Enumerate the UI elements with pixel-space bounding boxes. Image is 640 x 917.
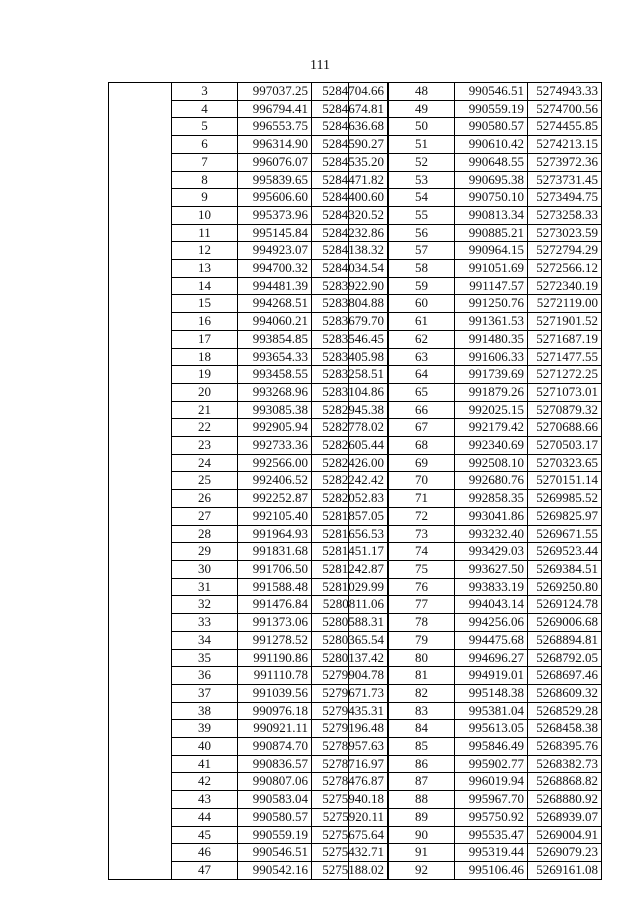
point-number-cell: 8 [172, 171, 238, 189]
y-coordinate-cell: 5268792.05 [528, 649, 602, 667]
point-number-cell: 28 [172, 525, 238, 543]
x-coordinate-cell: 990546.51 [238, 844, 312, 862]
x-coordinate-cell: 990648.55 [455, 153, 528, 171]
point-number-cell: 24 [172, 454, 238, 472]
x-coordinate-cell: 994043.14 [455, 596, 528, 614]
x-coordinate-cell: 990542.16 [238, 861, 312, 879]
y-coordinate-cell: 5283922.90 [312, 277, 388, 295]
point-number-cell: 53 [389, 171, 455, 189]
x-coordinate-cell: 991051.69 [455, 260, 528, 278]
x-coordinate-cell: 996794.41 [238, 100, 312, 118]
point-number-cell: 6 [172, 136, 238, 154]
x-coordinate-cell: 990976.18 [238, 702, 312, 720]
point-number-cell: 59 [389, 277, 455, 295]
y-coordinate-cell: 5272566.12 [528, 260, 602, 278]
page-number: 111 [310, 58, 330, 73]
x-coordinate-cell: 991278.52 [238, 631, 312, 649]
point-number-cell: 36 [172, 667, 238, 685]
x-coordinate-cell: 995319.44 [455, 844, 528, 862]
x-coordinate-cell: 991480.35 [455, 330, 528, 348]
point-number-cell: 58 [389, 260, 455, 278]
x-coordinate-cell: 992340.69 [455, 437, 528, 455]
x-coordinate-cell: 991039.56 [238, 684, 312, 702]
y-coordinate-cell: 5282605.44 [312, 437, 388, 455]
x-coordinate-cell: 992252.87 [238, 490, 312, 508]
x-coordinate-cell: 991110.78 [238, 667, 312, 685]
point-number-cell: 9 [172, 189, 238, 207]
x-coordinate-cell: 993085.38 [238, 401, 312, 419]
x-coordinate-cell: 992680.76 [455, 472, 528, 490]
y-coordinate-cell: 5271272.25 [528, 366, 602, 384]
point-number-cell: 67 [389, 419, 455, 437]
point-number-cell: 42 [172, 773, 238, 791]
point-number-cell: 22 [172, 419, 238, 437]
x-coordinate-cell: 995967.70 [455, 791, 528, 809]
x-coordinate-cell: 995902.77 [455, 755, 528, 773]
y-coordinate-cell: 5271477.55 [528, 348, 602, 366]
y-coordinate-cell: 5273731.45 [528, 171, 602, 189]
x-coordinate-cell: 995750.92 [455, 808, 528, 826]
x-coordinate-cell: 991831.68 [238, 543, 312, 561]
y-coordinate-cell: 5275675.64 [312, 826, 388, 844]
y-coordinate-cell: 5284590.27 [312, 136, 388, 154]
point-number-cell: 31 [172, 578, 238, 596]
x-coordinate-cell: 992508.10 [455, 454, 528, 472]
x-coordinate-cell: 997037.25 [238, 83, 312, 101]
y-coordinate-cell: 5268609.32 [528, 684, 602, 702]
point-number-cell: 91 [389, 844, 455, 862]
x-coordinate-cell: 993854.85 [238, 330, 312, 348]
y-coordinate-cell: 5273494.75 [528, 189, 602, 207]
point-number-cell: 34 [172, 631, 238, 649]
point-number-cell: 33 [172, 614, 238, 632]
y-coordinate-cell: 5274700.56 [528, 100, 602, 118]
x-coordinate-cell: 996076.07 [238, 153, 312, 171]
point-number-cell: 4 [172, 100, 238, 118]
y-coordinate-cell: 5269671.55 [528, 525, 602, 543]
x-coordinate-cell: 995846.49 [455, 738, 528, 756]
y-coordinate-cell: 5279904.78 [312, 667, 388, 685]
y-coordinate-cell: 5282778.02 [312, 419, 388, 437]
point-number-cell: 43 [172, 791, 238, 809]
point-number-cell: 72 [389, 507, 455, 525]
point-number-cell: 5 [172, 118, 238, 136]
x-coordinate-cell: 995839.65 [238, 171, 312, 189]
x-coordinate-cell: 990580.57 [238, 808, 312, 826]
y-coordinate-cell: 5280137.42 [312, 649, 388, 667]
y-coordinate-cell: 5284636.68 [312, 118, 388, 136]
x-coordinate-cell: 993429.03 [455, 543, 528, 561]
point-number-cell: 92 [389, 861, 455, 879]
x-coordinate-cell: 993833.19 [455, 578, 528, 596]
y-coordinate-cell: 5269006.68 [528, 614, 602, 632]
y-coordinate-cell: 5281451.17 [312, 543, 388, 561]
point-number-cell: 44 [172, 808, 238, 826]
x-coordinate-cell: 991250.76 [455, 295, 528, 313]
table-row [109, 83, 388, 101]
point-number-cell: 80 [389, 649, 455, 667]
y-coordinate-cell: 5269523.44 [528, 543, 602, 561]
y-coordinate-cell: 5268880.92 [528, 791, 602, 809]
point-number-cell: 7 [172, 153, 238, 171]
x-coordinate-cell: 995373.96 [238, 206, 312, 224]
x-coordinate-cell: 995535.47 [455, 826, 528, 844]
y-coordinate-cell: 5278957.63 [312, 738, 388, 756]
y-coordinate-cell: 5280365.54 [312, 631, 388, 649]
y-coordinate-cell: 5268529.28 [528, 702, 602, 720]
coordinates-table-left [108, 82, 388, 880]
y-coordinate-cell: 5284320.52 [312, 206, 388, 224]
y-coordinate-cell: 5269124.78 [528, 596, 602, 614]
x-coordinate-cell: 994256.06 [455, 614, 528, 632]
point-number-cell: 90 [389, 826, 455, 844]
x-coordinate-cell: 992406.52 [238, 472, 312, 490]
y-coordinate-cell: 5283258.51 [312, 366, 388, 384]
blank-column [109, 83, 172, 880]
point-number-cell: 17 [172, 330, 238, 348]
point-number-cell: 13 [172, 260, 238, 278]
point-number-cell: 47 [172, 861, 238, 879]
point-number-cell: 35 [172, 649, 238, 667]
x-coordinate-cell: 991190.86 [238, 649, 312, 667]
y-coordinate-cell: 5274213.15 [528, 136, 602, 154]
x-coordinate-cell: 991964.93 [238, 525, 312, 543]
point-number-cell: 84 [389, 720, 455, 738]
point-number-cell: 54 [389, 189, 455, 207]
point-number-cell: 63 [389, 348, 455, 366]
y-coordinate-cell: 5284535.20 [312, 153, 388, 171]
y-coordinate-cell: 5284704.66 [312, 83, 388, 101]
point-number-cell: 39 [172, 720, 238, 738]
point-number-cell: 14 [172, 277, 238, 295]
point-number-cell: 86 [389, 755, 455, 773]
x-coordinate-cell: 990610.42 [455, 136, 528, 154]
y-coordinate-cell: 5270323.65 [528, 454, 602, 472]
y-coordinate-cell: 5284674.81 [312, 100, 388, 118]
blank-column [349, 83, 389, 880]
point-number-cell: 74 [389, 543, 455, 561]
y-coordinate-cell: 5271073.01 [528, 383, 602, 401]
point-number-cell: 78 [389, 614, 455, 632]
y-coordinate-cell: 5270151.14 [528, 472, 602, 490]
x-coordinate-cell: 991361.53 [455, 313, 528, 331]
x-coordinate-cell: 991373.06 [238, 614, 312, 632]
y-coordinate-cell: 5281857.05 [312, 507, 388, 525]
y-coordinate-cell: 5273258.33 [528, 206, 602, 224]
point-number-cell: 32 [172, 596, 238, 614]
table-row [349, 83, 602, 101]
x-coordinate-cell: 992105.40 [238, 507, 312, 525]
point-number-cell: 30 [172, 560, 238, 578]
y-coordinate-cell: 5272794.29 [528, 242, 602, 260]
point-number-cell: 82 [389, 684, 455, 702]
y-coordinate-cell: 5281656.53 [312, 525, 388, 543]
y-coordinate-cell: 5275432.71 [312, 844, 388, 862]
y-coordinate-cell: 5274943.33 [528, 83, 602, 101]
y-coordinate-cell: 5273972.36 [528, 153, 602, 171]
y-coordinate-cell: 5271901.52 [528, 313, 602, 331]
point-number-cell: 21 [172, 401, 238, 419]
y-coordinate-cell: 5268894.81 [528, 631, 602, 649]
point-number-cell: 15 [172, 295, 238, 313]
point-number-cell: 52 [389, 153, 455, 171]
y-coordinate-cell: 5282945.38 [312, 401, 388, 419]
y-coordinate-cell: 5268458.38 [528, 720, 602, 738]
point-number-cell: 83 [389, 702, 455, 720]
x-coordinate-cell: 993458.55 [238, 366, 312, 384]
point-number-cell: 70 [389, 472, 455, 490]
point-number-cell: 89 [389, 808, 455, 826]
x-coordinate-cell: 990885.21 [455, 224, 528, 242]
y-coordinate-cell: 5282242.42 [312, 472, 388, 490]
point-number-cell: 3 [172, 83, 238, 101]
x-coordinate-cell: 992858.35 [455, 490, 528, 508]
point-number-cell: 41 [172, 755, 238, 773]
x-coordinate-cell: 990836.57 [238, 755, 312, 773]
point-number-cell: 76 [389, 578, 455, 596]
point-number-cell: 68 [389, 437, 455, 455]
x-coordinate-cell: 991739.69 [455, 366, 528, 384]
x-coordinate-cell: 990580.57 [455, 118, 528, 136]
x-coordinate-cell: 993268.96 [238, 383, 312, 401]
x-coordinate-cell: 996019.94 [455, 773, 528, 791]
coordinates-table-right [348, 82, 602, 880]
x-coordinate-cell: 990750.10 [455, 189, 528, 207]
point-number-cell: 25 [172, 472, 238, 490]
point-number-cell: 56 [389, 224, 455, 242]
x-coordinate-cell: 994475.68 [455, 631, 528, 649]
x-coordinate-cell: 990559.19 [238, 826, 312, 844]
x-coordinate-cell: 991879.26 [455, 383, 528, 401]
point-number-cell: 73 [389, 525, 455, 543]
x-coordinate-cell: 990813.34 [455, 206, 528, 224]
y-coordinate-cell: 5283405.98 [312, 348, 388, 366]
y-coordinate-cell: 5279671.73 [312, 684, 388, 702]
y-coordinate-cell: 5284232.86 [312, 224, 388, 242]
x-coordinate-cell: 995606.60 [238, 189, 312, 207]
x-coordinate-cell: 992905.94 [238, 419, 312, 437]
point-number-cell: 40 [172, 738, 238, 756]
y-coordinate-cell: 5284471.82 [312, 171, 388, 189]
y-coordinate-cell: 5283804.88 [312, 295, 388, 313]
y-coordinate-cell: 5284400.60 [312, 189, 388, 207]
y-coordinate-cell: 5279435.31 [312, 702, 388, 720]
y-coordinate-cell: 5270503.17 [528, 437, 602, 455]
point-number-cell: 61 [389, 313, 455, 331]
y-coordinate-cell: 5280588.31 [312, 614, 388, 632]
y-coordinate-cell: 5283546.45 [312, 330, 388, 348]
x-coordinate-cell: 994268.51 [238, 295, 312, 313]
x-coordinate-cell: 994923.07 [238, 242, 312, 260]
point-number-cell: 19 [172, 366, 238, 384]
x-coordinate-cell: 993041.86 [455, 507, 528, 525]
point-number-cell: 11 [172, 224, 238, 242]
y-coordinate-cell: 5275188.02 [312, 861, 388, 879]
x-coordinate-cell: 990695.38 [455, 171, 528, 189]
x-coordinate-cell: 995106.46 [455, 861, 528, 879]
y-coordinate-cell: 5270688.66 [528, 419, 602, 437]
y-coordinate-cell: 5268382.73 [528, 755, 602, 773]
y-coordinate-cell: 5268939.07 [528, 808, 602, 826]
y-coordinate-cell: 5284138.32 [312, 242, 388, 260]
y-coordinate-cell: 5281242.87 [312, 560, 388, 578]
x-coordinate-cell: 990921.11 [238, 720, 312, 738]
x-coordinate-cell: 990964.15 [455, 242, 528, 260]
x-coordinate-cell: 994919.01 [455, 667, 528, 685]
point-number-cell: 87 [389, 773, 455, 791]
y-coordinate-cell: 5270879.32 [528, 401, 602, 419]
x-coordinate-cell: 995381.04 [455, 702, 528, 720]
x-coordinate-cell: 996553.75 [238, 118, 312, 136]
point-number-cell: 12 [172, 242, 238, 260]
x-coordinate-cell: 993654.33 [238, 348, 312, 366]
x-coordinate-cell: 990546.51 [455, 83, 528, 101]
y-coordinate-cell: 5282052.83 [312, 490, 388, 508]
point-number-cell: 29 [172, 543, 238, 561]
x-coordinate-cell: 993627.50 [455, 560, 528, 578]
point-number-cell: 27 [172, 507, 238, 525]
point-number-cell: 57 [389, 242, 455, 260]
point-number-cell: 69 [389, 454, 455, 472]
y-coordinate-cell: 5281029.99 [312, 578, 388, 596]
point-number-cell: 16 [172, 313, 238, 331]
x-coordinate-cell: 993232.40 [455, 525, 528, 543]
y-coordinate-cell: 5275940.18 [312, 791, 388, 809]
x-coordinate-cell: 990807.06 [238, 773, 312, 791]
y-coordinate-cell: 5269004.91 [528, 826, 602, 844]
point-number-cell: 38 [172, 702, 238, 720]
x-coordinate-cell: 990559.19 [455, 100, 528, 118]
point-number-cell: 75 [389, 560, 455, 578]
y-coordinate-cell: 5269250.80 [528, 578, 602, 596]
y-coordinate-cell: 5273023.59 [528, 224, 602, 242]
point-number-cell: 55 [389, 206, 455, 224]
y-coordinate-cell: 5268697.46 [528, 667, 602, 685]
y-coordinate-cell: 5272340.19 [528, 277, 602, 295]
x-coordinate-cell: 991606.33 [455, 348, 528, 366]
y-coordinate-cell: 5275920.11 [312, 808, 388, 826]
x-coordinate-cell: 994700.32 [238, 260, 312, 278]
y-coordinate-cell: 5282426.00 [312, 454, 388, 472]
x-coordinate-cell: 994481.39 [238, 277, 312, 295]
y-coordinate-cell: 5269079.23 [528, 844, 602, 862]
point-number-cell: 23 [172, 437, 238, 455]
y-coordinate-cell: 5272119.00 [528, 295, 602, 313]
point-number-cell: 46 [172, 844, 238, 862]
point-number-cell: 26 [172, 490, 238, 508]
point-number-cell: 51 [389, 136, 455, 154]
point-number-cell: 60 [389, 295, 455, 313]
point-number-cell: 20 [172, 383, 238, 401]
x-coordinate-cell: 992733.36 [238, 437, 312, 455]
x-coordinate-cell: 991706.50 [238, 560, 312, 578]
y-coordinate-cell: 5280811.06 [312, 596, 388, 614]
point-number-cell: 48 [389, 83, 455, 101]
x-coordinate-cell: 990583.04 [238, 791, 312, 809]
x-coordinate-cell: 994060.21 [238, 313, 312, 331]
point-number-cell: 85 [389, 738, 455, 756]
point-number-cell: 66 [389, 401, 455, 419]
y-coordinate-cell: 5269384.51 [528, 560, 602, 578]
x-coordinate-cell: 990874.70 [238, 738, 312, 756]
point-number-cell: 62 [389, 330, 455, 348]
x-coordinate-cell: 994696.27 [455, 649, 528, 667]
y-coordinate-cell: 5269825.97 [528, 507, 602, 525]
y-coordinate-cell: 5278476.87 [312, 773, 388, 791]
x-coordinate-cell: 995148.38 [455, 684, 528, 702]
y-coordinate-cell: 5268395.76 [528, 738, 602, 756]
point-number-cell: 10 [172, 206, 238, 224]
x-coordinate-cell: 991476.84 [238, 596, 312, 614]
y-coordinate-cell: 5283679.70 [312, 313, 388, 331]
x-coordinate-cell: 991588.48 [238, 578, 312, 596]
point-number-cell: 65 [389, 383, 455, 401]
x-coordinate-cell: 992179.42 [455, 419, 528, 437]
y-coordinate-cell: 5269985.52 [528, 490, 602, 508]
y-coordinate-cell: 5268868.82 [528, 773, 602, 791]
y-coordinate-cell: 5279196.48 [312, 720, 388, 738]
point-number-cell: 81 [389, 667, 455, 685]
y-coordinate-cell: 5283104.86 [312, 383, 388, 401]
x-coordinate-cell: 995145.84 [238, 224, 312, 242]
point-number-cell: 64 [389, 366, 455, 384]
y-coordinate-cell: 5269161.08 [528, 861, 602, 879]
point-number-cell: 88 [389, 791, 455, 809]
y-coordinate-cell: 5271687.19 [528, 330, 602, 348]
x-coordinate-cell: 996314.90 [238, 136, 312, 154]
point-number-cell: 50 [389, 118, 455, 136]
point-number-cell: 77 [389, 596, 455, 614]
point-number-cell: 37 [172, 684, 238, 702]
y-coordinate-cell: 5284034.54 [312, 260, 388, 278]
x-coordinate-cell: 995613.05 [455, 720, 528, 738]
x-coordinate-cell: 992025.15 [455, 401, 528, 419]
y-coordinate-cell: 5274455.85 [528, 118, 602, 136]
x-coordinate-cell: 991147.57 [455, 277, 528, 295]
point-number-cell: 71 [389, 490, 455, 508]
point-number-cell: 79 [389, 631, 455, 649]
point-number-cell: 49 [389, 100, 455, 118]
point-number-cell: 45 [172, 826, 238, 844]
point-number-cell: 18 [172, 348, 238, 366]
y-coordinate-cell: 5278716.97 [312, 755, 388, 773]
x-coordinate-cell: 992566.00 [238, 454, 312, 472]
